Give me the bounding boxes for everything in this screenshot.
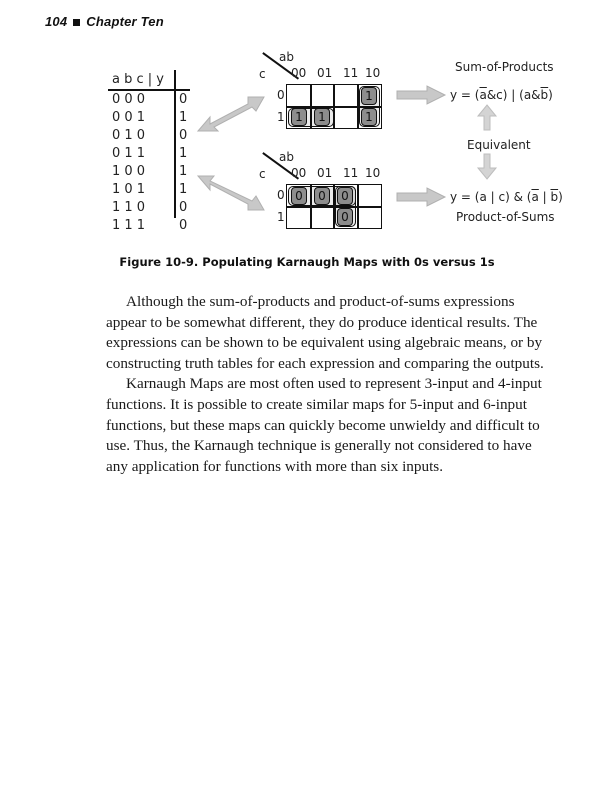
kmap-col-00: 00 <box>291 66 307 80</box>
table-row: 1 0 1 <box>112 182 146 197</box>
truth-table-divider <box>174 70 176 218</box>
karnaugh-map-sop <box>255 48 395 138</box>
sop-expression: $y = (\overline{a}\&c)$ | $(a\&\overline{b})$ <box>450 88 553 102</box>
page-number: 104 <box>45 14 68 29</box>
table-row-output: 1 <box>179 110 188 125</box>
vertical-arrow-icon <box>476 152 498 180</box>
paragraph: Although the sum-of-products and product-of-sums expressions appear to be somewhat different, they do produce identical results. The expressions can be shown to be equivalent using algebraic means, or by constructing truth tables for each expression and comparing the outputs. <box>106 293 544 372</box>
truth-table-rule <box>108 89 190 91</box>
kmap-cell-marked: 1 <box>291 108 307 126</box>
table-row: 1 0 0 <box>112 164 146 179</box>
table-row-output: 0 <box>179 218 188 233</box>
table-row: 0 0 0 <box>112 92 146 107</box>
chapter-title: Chapter Ten <box>86 14 164 29</box>
table-row-output: 0 <box>179 92 188 107</box>
pos-title: Product-of-Sums <box>456 210 555 224</box>
table-row: 1 1 1 <box>112 218 146 233</box>
table-row-output: 1 <box>179 146 188 161</box>
right-arrow-icon <box>395 186 447 208</box>
kmap-col-10: 10 <box>365 166 381 180</box>
kmap-cell-marked: 0 <box>314 187 330 205</box>
kmap-cell-marked: 0 <box>337 187 353 205</box>
kmap-col-00: 00 <box>291 166 307 180</box>
running-head <box>45 14 164 29</box>
table-row-output: 1 <box>179 182 188 197</box>
kmap-cell-marked: 1 <box>361 108 377 126</box>
kmap-row-0: 0 <box>277 188 285 202</box>
square-bullet-icon <box>73 19 80 26</box>
table-row-output: 0 <box>179 128 188 143</box>
kmap-col-10: 10 <box>365 66 381 80</box>
right-arrow-icon <box>395 84 447 106</box>
kmap-cell-marked: 0 <box>337 208 353 226</box>
kmap-row-0: 0 <box>277 88 285 102</box>
pos-expression: y = (a | c) & ($\overline{a}$ | $\overline{b}$) <box>450 190 563 204</box>
table-row-output: 0 <box>179 200 188 215</box>
sop-title: Sum-of-Products <box>455 60 554 74</box>
body-text <box>106 292 556 477</box>
karnaugh-map-pos <box>255 148 395 238</box>
kmap-row-1: 1 <box>277 110 285 124</box>
kmap-var-c: c <box>259 67 266 81</box>
kmap-col-11: 11 <box>343 166 359 180</box>
kmap-var-ab: ab <box>279 150 294 164</box>
kmap-row-1: 1 <box>277 210 285 224</box>
vertical-arrow-icon <box>476 104 498 132</box>
table-row: 0 1 0 <box>112 128 146 143</box>
table-row: 0 1 1 <box>112 146 146 161</box>
kmap-cell-marked: 1 <box>314 108 330 126</box>
table-row-output: 1 <box>179 164 188 179</box>
kmap-col-01: 01 <box>317 66 333 80</box>
kmap-var-c: c <box>259 167 266 181</box>
kmap-grid <box>286 184 382 229</box>
kmap-var-ab: ab <box>279 50 294 64</box>
kmap-grid <box>286 84 382 129</box>
table-row: 1 1 0 <box>112 200 146 215</box>
truth-table-header: a b c | y <box>112 72 164 87</box>
kmap-col-01: 01 <box>317 166 333 180</box>
figure-caption: Figure 10-9. Populating Karnaugh Maps with 0s versus 1s <box>119 255 495 269</box>
equivalent-label: Equivalent <box>467 138 531 152</box>
kmap-cell-marked: 1 <box>361 87 377 105</box>
kmap-cell-marked: 0 <box>291 187 307 205</box>
paragraph: Karnaugh Maps are most often used to represent 3-input and 4-input functions. It is possible to create similar maps for 5-input and 6-input functions, but these maps can quickly become unwieldy and difficult to use. Thus, the Karnaugh technique is generally not considered to have any application for functions with more than six inputs. <box>106 375 542 475</box>
table-row: 0 0 1 <box>112 110 146 125</box>
kmap-col-11: 11 <box>343 66 359 80</box>
